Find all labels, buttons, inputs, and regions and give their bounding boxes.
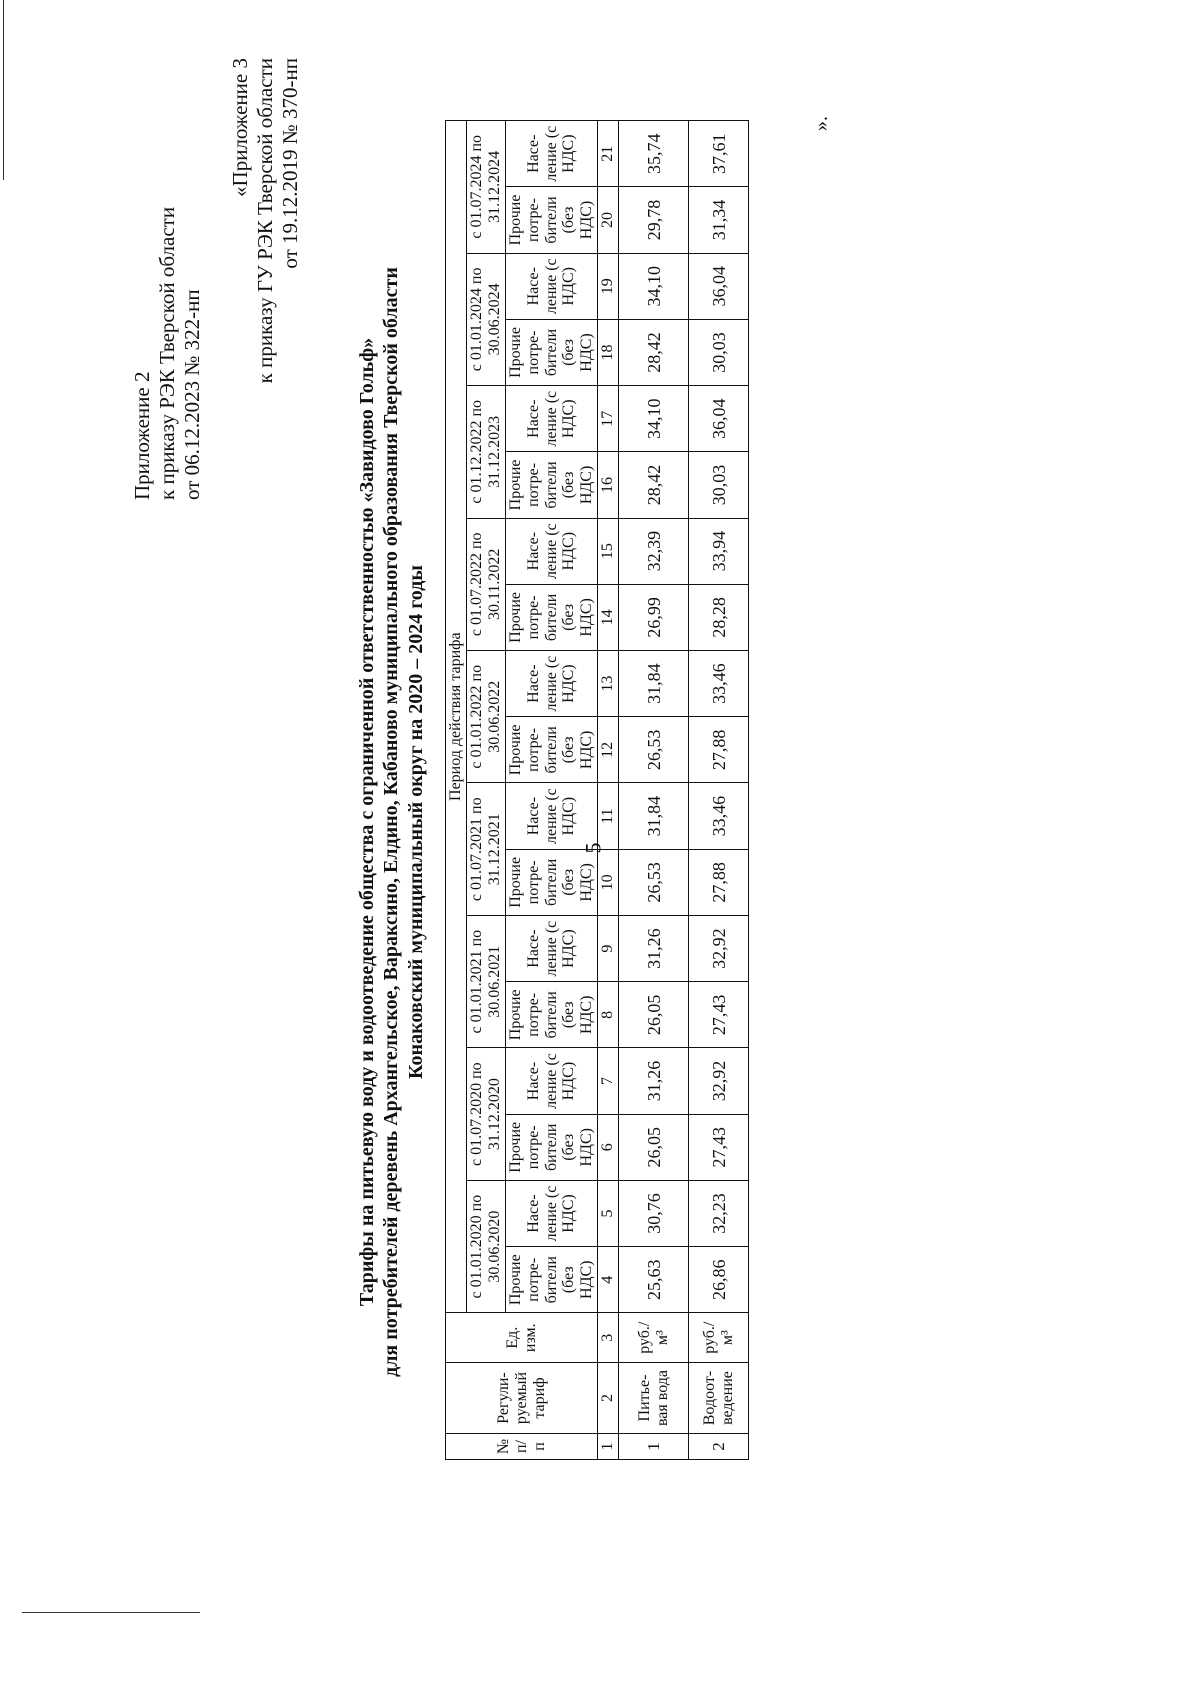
value-cell: 34,10: [619, 253, 689, 319]
period-header: с 01.01.2020 по 30.06.2020: [466, 1180, 505, 1312]
value-cell: 30,03: [689, 319, 749, 385]
value-cell: 26,05: [619, 1114, 689, 1180]
period-header: с 01.01.2021 по 30.06.2021: [466, 915, 505, 1047]
value-cell: 31,84: [619, 783, 689, 849]
scan-edge-vertical: [3, 0, 4, 180]
title-line-1: Тарифы на питьевую воду и водоотведение общества с ограниченной ответственностью «Завидово Гольф»: [356, 337, 378, 1307]
value-cell: 27,43: [689, 1114, 749, 1180]
period-header: с 01.12.2022 по 31.12.2023: [466, 386, 505, 518]
value-cell: 31,34: [689, 187, 749, 253]
value-cell: 36,04: [689, 386, 749, 452]
prior-appendix-line-1: «Приложение 3: [228, 58, 252, 197]
subheader-other: Прочие потре-бители (без НДС): [505, 452, 598, 518]
value-cell: 26,53: [619, 849, 689, 915]
value-cell: 26,05: [619, 982, 689, 1048]
row-tariff-name: Водоот-ведение: [689, 1363, 749, 1434]
subheader-population: Насе-ление (с НДС): [505, 121, 598, 187]
col-number: 19: [598, 253, 619, 319]
header-number: № п/п: [446, 1433, 598, 1459]
value-cell: 27,43: [689, 982, 749, 1048]
col-number: 7: [598, 1048, 619, 1114]
value-cell: 34,10: [619, 386, 689, 452]
period-header: с 01.07.2020 по 31.12.2020: [466, 1048, 505, 1180]
value-cell: 25,63: [619, 1247, 689, 1313]
title-line-2: для потребителей деревень Архангельское, Вараксино, Елдино, Кабаново муниципального образования Тверской области: [380, 267, 403, 1377]
value-cell: 26,86: [689, 1247, 749, 1313]
value-cell: 28,42: [619, 319, 689, 385]
value-cell: 33,46: [689, 783, 749, 849]
value-cell: 26,99: [619, 584, 689, 650]
col-number: 15: [598, 518, 619, 584]
col-number: 13: [598, 651, 619, 717]
period-header: с 01.01.2022 по 30.06.2022: [466, 651, 505, 783]
col-number: 18: [598, 319, 619, 385]
scan-edge-horizontal: [22, 1612, 200, 1613]
col-number: 3: [598, 1313, 619, 1363]
value-cell: 31,84: [619, 651, 689, 717]
col-number: 10: [598, 849, 619, 915]
value-cell: 27,88: [689, 849, 749, 915]
value-cell: 30,03: [689, 452, 749, 518]
document-title: [355, 182, 428, 1462]
row-number: 1: [619, 1433, 689, 1459]
subheader-other: Прочие потре-бители (без НДС): [505, 187, 598, 253]
value-cell: 35,74: [619, 121, 689, 187]
subheader-population: Насе-ление (с НДС): [505, 386, 598, 452]
value-cell: 26,53: [619, 717, 689, 783]
col-number: 5: [598, 1180, 619, 1246]
value-cell: 31,26: [619, 1048, 689, 1114]
subheader-population: Насе-ление (с НДС): [505, 651, 598, 717]
prior-appendix-block: [228, 58, 302, 438]
value-cell: 27,88: [689, 717, 749, 783]
prior-appendix-line-3: от 19.12.2019 № 370-нп: [277, 58, 302, 269]
period-header: с 01.01.2024 по 30.06.2024: [466, 253, 505, 385]
period-header: с 01.07.2021 по 31.12.2021: [466, 783, 505, 915]
header-period: Период действия тарифа: [446, 121, 467, 1313]
value-cell: 31,26: [619, 915, 689, 981]
column-number-row: [598, 121, 619, 1460]
col-number: 20: [598, 187, 619, 253]
col-number: 1: [598, 1433, 619, 1459]
value-cell: 33,94: [689, 518, 749, 584]
value-cell: 32,39: [619, 518, 689, 584]
col-number: 9: [598, 915, 619, 981]
col-number: 8: [598, 982, 619, 1048]
subheader-other: Прочие потре-бители (без НДС): [505, 1114, 598, 1180]
header-unit: Ед. изм.: [446, 1313, 598, 1363]
title-line-3: Конаковский муниципальный округ на 2020 – 2024 годы: [404, 565, 427, 1079]
col-number: 11: [598, 783, 619, 849]
value-cell: 30,76: [619, 1180, 689, 1246]
subheader-other: Прочие потре-бители (без НДС): [505, 1247, 598, 1313]
appendix-line-1: Приложение 2: [130, 371, 154, 500]
col-number: 2: [598, 1363, 619, 1434]
subheader-other: Прочие потре-бители (без НДС): [505, 982, 598, 1048]
subheader-population: Насе-ление (с НДС): [505, 1048, 598, 1114]
subheader-population: Насе-ление (с НДС): [505, 518, 598, 584]
row-unit: руб./м³: [619, 1313, 689, 1363]
col-number: 6: [598, 1114, 619, 1180]
col-number: 4: [598, 1247, 619, 1313]
value-cell: 37,61: [689, 121, 749, 187]
row-tariff-name: Питье-вая вода: [619, 1363, 689, 1434]
subheader-other: Прочие потре-бители (без НДС): [505, 584, 598, 650]
period-header: с 01.07.2022 по 30.11.2022: [466, 518, 505, 650]
value-cell: 36,04: [689, 253, 749, 319]
subheader-population: Насе-ление (с НДС): [505, 1180, 598, 1246]
col-number: 16: [598, 452, 619, 518]
col-number: 14: [598, 584, 619, 650]
period-header: с 01.07.2024 по 31.12.2024: [466, 121, 505, 254]
appendix-line-2: к приказу РЭК Тверской области: [154, 206, 179, 500]
value-cell: 32,92: [689, 915, 749, 981]
col-number: 21: [598, 121, 619, 187]
row-unit: руб./м³: [689, 1313, 749, 1363]
header-tariff: Регули-руемый тариф: [446, 1363, 598, 1434]
row-number: 2: [689, 1433, 749, 1459]
value-cell: 32,23: [689, 1180, 749, 1246]
subheader-population: Насе-ление (с НДС): [505, 783, 598, 849]
col-number: 17: [598, 386, 619, 452]
col-number: 12: [598, 717, 619, 783]
page-number: 5: [580, 842, 606, 854]
prior-appendix-line-2: к приказу ГУ РЭК Тверской области: [252, 58, 277, 384]
subheader-population: Насе-ление (с НДС): [505, 915, 598, 981]
value-cell: 32,92: [689, 1048, 749, 1114]
subheader-other: Прочие потре-бители (без НДС): [505, 717, 598, 783]
value-cell: 28,42: [619, 452, 689, 518]
value-cell: 29,78: [619, 187, 689, 253]
value-cell: 28,28: [689, 584, 749, 650]
subheader-other: Прочие потре-бители (без НДС): [505, 319, 598, 385]
table-row: [689, 121, 749, 1460]
tariff-table: [445, 120, 749, 1460]
table-row: [619, 121, 689, 1460]
value-cell: 33,46: [689, 651, 749, 717]
appendix-block: [130, 80, 204, 500]
closing-mark: ».: [810, 116, 832, 131]
appendix-line-3: от 06.12.2023 № 322-нп: [179, 289, 204, 500]
subheader-population: Насе-ление (с НДС): [505, 253, 598, 319]
tariff-table-wrapper: [445, 120, 749, 1460]
subheader-other: Прочие потре-бители (без НДС): [505, 849, 598, 915]
